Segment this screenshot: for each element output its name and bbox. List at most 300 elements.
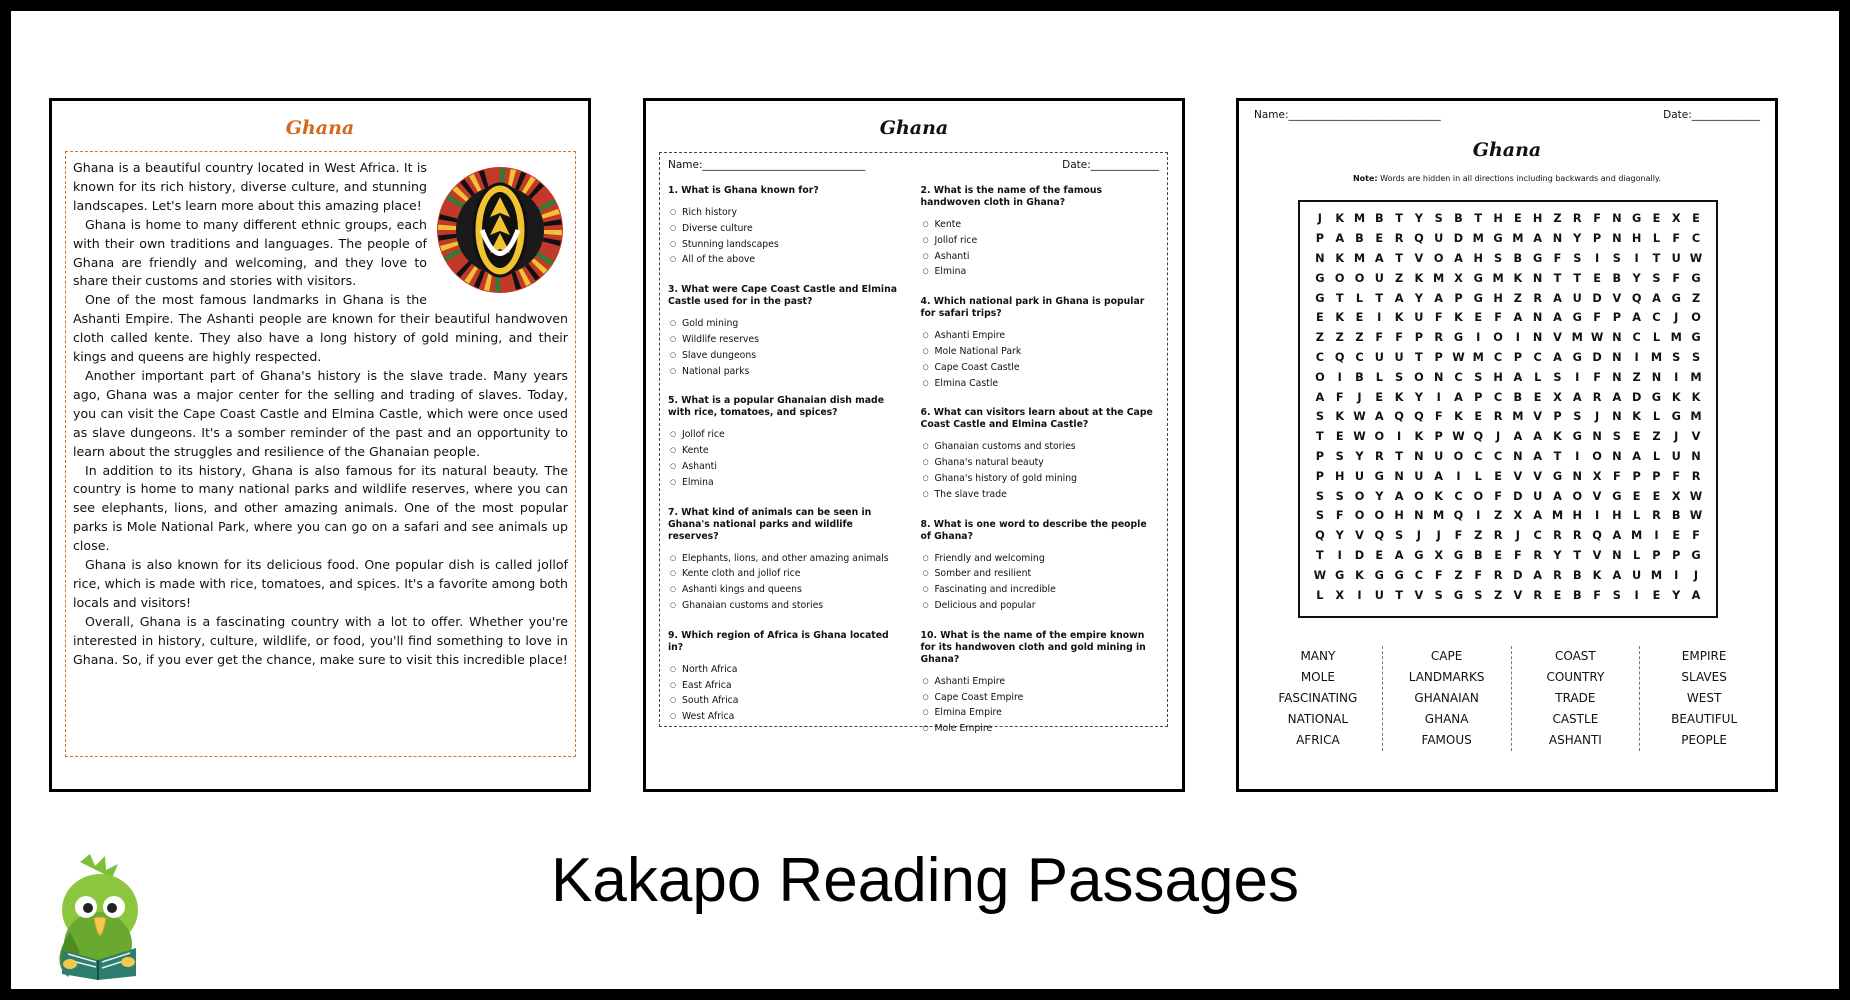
grid-letter[interactable]: I: [1634, 350, 1639, 364]
grid-letter[interactable]: C: [1315, 350, 1325, 364]
grid-letter[interactable]: I: [1337, 548, 1342, 562]
grid-letter[interactable]: S: [1494, 251, 1503, 265]
grid-letter[interactable]: V: [1691, 430, 1701, 444]
grid-letter[interactable]: X: [1671, 489, 1681, 503]
grid-letter[interactable]: L: [1652, 232, 1661, 246]
grid-letter[interactable]: T: [1652, 251, 1661, 265]
grid-letter[interactable]: N: [1612, 232, 1622, 246]
grid-letter[interactable]: D: [1592, 291, 1602, 305]
grid-letter[interactable]: Z: [1355, 331, 1364, 345]
grid-letter[interactable]: B: [1374, 212, 1384, 226]
answer-option[interactable]: ○ National parks: [670, 364, 907, 380]
grid-letter[interactable]: D: [1513, 568, 1523, 582]
grid-letter[interactable]: G: [1315, 291, 1325, 305]
grid-letter[interactable]: E: [1632, 430, 1641, 444]
grid-letter[interactable]: I: [1476, 331, 1481, 345]
grid-letter[interactable]: A: [1572, 390, 1582, 404]
grid-letter[interactable]: K: [1671, 390, 1681, 404]
grid-letter[interactable]: X: [1335, 588, 1345, 602]
grid-letter[interactable]: I: [1396, 430, 1402, 444]
grid-letter[interactable]: F: [1454, 529, 1463, 543]
grid-letter[interactable]: G: [1473, 291, 1483, 305]
grid-letter[interactable]: N: [1612, 212, 1622, 226]
grid-letter[interactable]: N: [1612, 410, 1622, 424]
grid-letter[interactable]: A: [1533, 509, 1543, 523]
answer-option[interactable]: ○ The slave trade: [923, 487, 1160, 503]
grid-letter[interactable]: E: [1514, 212, 1522, 226]
grid-letter[interactable]: A: [1394, 291, 1404, 305]
grid-letter[interactable]: T: [1395, 588, 1403, 602]
grid-letter[interactable]: U: [1394, 350, 1404, 364]
grid-letter[interactable]: J: [1693, 568, 1699, 582]
grid-letter[interactable]: M: [1512, 410, 1524, 424]
grid-letter[interactable]: A: [1434, 469, 1444, 483]
grid-letter[interactable]: F: [1672, 469, 1681, 483]
grid-letter[interactable]: P: [1434, 430, 1443, 444]
grid-letter[interactable]: M: [1433, 271, 1445, 285]
grid-letter[interactable]: W: [1689, 489, 1703, 503]
grid-letter[interactable]: Q: [1334, 350, 1345, 364]
grid-letter[interactable]: I: [1377, 311, 1382, 325]
answer-option[interactable]: ○ Kente: [923, 217, 1160, 233]
grid-letter[interactable]: O: [1354, 271, 1365, 285]
grid-letter[interactable]: T: [1415, 350, 1423, 364]
grid-letter[interactable]: N: [1513, 449, 1523, 463]
grid-letter[interactable]: U: [1671, 449, 1681, 463]
grid-letter[interactable]: F: [1474, 568, 1483, 582]
grid-letter[interactable]: F: [1514, 548, 1522, 562]
grid-letter[interactable]: N: [1315, 251, 1325, 265]
grid-letter[interactable]: G: [1632, 212, 1642, 226]
grid-letter[interactable]: S: [1573, 410, 1582, 424]
answer-option[interactable]: ○ Cape Coast Empire: [923, 690, 1160, 706]
grid-letter[interactable]: L: [1633, 509, 1641, 523]
grid-letter[interactable]: G: [1473, 271, 1483, 285]
grid-letter[interactable]: V: [1355, 529, 1364, 543]
grid-letter[interactable]: K: [1632, 410, 1642, 424]
grid-letter[interactable]: Q: [1374, 529, 1385, 543]
grid-letter[interactable]: B: [1671, 509, 1681, 523]
grid-letter[interactable]: J: [1594, 410, 1600, 424]
grid-letter[interactable]: A: [1632, 449, 1642, 463]
grid-letter[interactable]: H: [1394, 509, 1404, 523]
grid-letter[interactable]: R: [1533, 588, 1543, 602]
grid-letter[interactable]: R: [1572, 529, 1582, 543]
grid-letter[interactable]: Z: [1315, 331, 1324, 345]
grid-letter[interactable]: F: [1553, 251, 1562, 265]
answer-option[interactable]: ○ Elmina: [670, 475, 907, 491]
grid-letter[interactable]: F: [1593, 370, 1601, 384]
grid-letter[interactable]: M: [1631, 529, 1643, 543]
grid-letter[interactable]: A: [1533, 449, 1543, 463]
grid-letter[interactable]: C: [1632, 331, 1641, 345]
grid-letter[interactable]: U: [1354, 469, 1365, 483]
grid-letter[interactable]: G: [1315, 271, 1325, 285]
grid-letter[interactable]: B: [1572, 588, 1582, 602]
grid-letter[interactable]: P: [1553, 410, 1562, 424]
grid-letter[interactable]: Y: [1414, 390, 1423, 404]
answer-option[interactable]: ○ Wildlife reserves: [670, 332, 907, 348]
grid-letter[interactable]: P: [1592, 232, 1602, 246]
grid-letter[interactable]: I: [1436, 390, 1441, 404]
answer-option[interactable]: ○ Elmina Castle: [923, 376, 1160, 392]
grid-letter[interactable]: O: [1592, 449, 1602, 463]
grid-letter[interactable]: U: [1414, 311, 1424, 325]
grid-letter[interactable]: H: [1473, 251, 1483, 265]
grid-letter[interactable]: V: [1414, 251, 1424, 265]
grid-letter[interactable]: V: [1414, 588, 1424, 602]
grid-letter[interactable]: I: [1337, 370, 1342, 384]
grid-letter[interactable]: K: [1394, 311, 1404, 325]
grid-letter[interactable]: C: [1652, 311, 1661, 325]
grid-letter[interactable]: Z: [1632, 370, 1641, 384]
grid-letter[interactable]: H: [1493, 291, 1503, 305]
grid-letter[interactable]: N: [1414, 449, 1424, 463]
grid-letter[interactable]: Z: [1691, 291, 1701, 305]
grid-letter[interactable]: A: [1553, 291, 1562, 305]
answer-option[interactable]: ○ Gold mining: [670, 316, 907, 332]
grid-letter[interactable]: U: [1434, 232, 1444, 246]
grid-letter[interactable]: Y: [1672, 588, 1681, 602]
grid-letter[interactable]: C: [1474, 449, 1483, 463]
grid-letter[interactable]: N: [1592, 430, 1602, 444]
grid-letter[interactable]: F: [1434, 311, 1443, 325]
grid-letter[interactable]: R: [1553, 568, 1562, 582]
grid-letter[interactable]: J: [1357, 390, 1362, 404]
grid-letter[interactable]: I: [1674, 370, 1679, 384]
grid-letter[interactable]: K: [1335, 410, 1345, 424]
answer-option[interactable]: ○ Fascinating and incredible: [923, 582, 1160, 598]
grid-letter[interactable]: H: [1334, 469, 1345, 483]
grid-letter[interactable]: A: [1513, 311, 1523, 325]
grid-letter[interactable]: O: [1414, 370, 1424, 384]
grid-letter[interactable]: A: [1513, 370, 1523, 384]
grid-letter[interactable]: E: [1593, 271, 1601, 285]
grid-letter[interactable]: N: [1532, 331, 1543, 345]
grid-letter[interactable]: V: [1592, 548, 1602, 562]
grid-letter[interactable]: B: [1612, 271, 1622, 285]
grid-letter[interactable]: S: [1474, 370, 1483, 384]
grid-letter[interactable]: S: [1395, 370, 1404, 384]
grid-letter[interactable]: R: [1533, 548, 1543, 562]
grid-letter[interactable]: J: [1416, 529, 1421, 543]
grid-letter[interactable]: P: [1672, 548, 1681, 562]
grid-letter[interactable]: F: [1612, 469, 1621, 483]
grid-letter[interactable]: T: [1316, 548, 1324, 562]
grid-letter[interactable]: S: [1315, 509, 1324, 523]
grid-letter[interactable]: I: [1476, 509, 1481, 523]
answer-option[interactable]: ○ Elmina: [923, 264, 1160, 280]
grid-letter[interactable]: V: [1553, 331, 1562, 345]
grid-letter[interactable]: J: [1495, 430, 1501, 444]
grid-letter[interactable]: A: [1454, 251, 1463, 265]
grid-letter[interactable]: R: [1374, 449, 1384, 463]
grid-letter[interactable]: A: [1612, 390, 1622, 404]
grid-letter[interactable]: H: [1493, 212, 1503, 226]
grid-letter[interactable]: N: [1612, 350, 1622, 364]
grid-letter[interactable]: G: [1453, 331, 1464, 345]
grid-letter[interactable]: Z: [1652, 430, 1661, 444]
grid-letter[interactable]: C: [1493, 350, 1503, 364]
grid-letter[interactable]: E: [1375, 232, 1384, 246]
grid-letter[interactable]: C: [1454, 370, 1463, 384]
grid-letter[interactable]: Y: [1632, 271, 1641, 285]
grid-letter[interactable]: N: [1532, 271, 1543, 285]
grid-letter[interactable]: V: [1513, 588, 1523, 602]
grid-letter[interactable]: C: [1493, 390, 1503, 404]
grid-letter[interactable]: O: [1374, 509, 1385, 523]
grid-letter[interactable]: N: [1552, 232, 1563, 246]
grid-letter[interactable]: M: [1492, 271, 1504, 285]
grid-letter[interactable]: J: [1515, 529, 1520, 543]
grid-letter[interactable]: V: [1533, 469, 1543, 483]
answer-option[interactable]: ○ Rich history: [670, 205, 907, 221]
grid-letter[interactable]: K: [1335, 212, 1345, 226]
grid-letter[interactable]: E: [1375, 548, 1384, 562]
grid-letter[interactable]: A: [1394, 548, 1404, 562]
grid-letter[interactable]: T: [1553, 449, 1562, 463]
grid-letter[interactable]: S: [1652, 271, 1661, 285]
grid-letter[interactable]: N: [1414, 509, 1424, 523]
grid-letter[interactable]: A: [1533, 232, 1543, 246]
grid-letter[interactable]: P: [1513, 350, 1522, 364]
grid-letter[interactable]: X: [1553, 390, 1562, 404]
grid-letter[interactable]: I: [1575, 449, 1580, 463]
grid-letter[interactable]: L: [1652, 449, 1661, 463]
grid-letter[interactable]: M: [1690, 370, 1702, 384]
grid-letter[interactable]: J: [1674, 430, 1679, 444]
grid-letter[interactable]: M: [1571, 331, 1583, 345]
answer-option[interactable]: ○ Jollof rice: [670, 427, 907, 443]
grid-letter[interactable]: Z: [1493, 509, 1503, 523]
grid-letter[interactable]: S: [1474, 588, 1483, 602]
grid-letter[interactable]: E: [1494, 469, 1502, 483]
grid-letter[interactable]: O: [1315, 370, 1325, 384]
grid-letter[interactable]: H: [1631, 232, 1642, 246]
grid-letter[interactable]: T: [1316, 430, 1324, 444]
grid-letter[interactable]: S: [1612, 251, 1621, 265]
grid-letter[interactable]: S: [1434, 212, 1443, 226]
grid-letter[interactable]: V: [1513, 469, 1523, 483]
grid-letter[interactable]: M: [1353, 212, 1366, 226]
grid-letter[interactable]: C: [1355, 350, 1364, 364]
grid-letter[interactable]: N: [1691, 449, 1701, 463]
grid-letter[interactable]: M: [1650, 568, 1663, 582]
grid-letter[interactable]: D: [1592, 350, 1602, 364]
grid-letter[interactable]: H: [1493, 370, 1503, 384]
grid-letter[interactable]: A: [1652, 291, 1661, 305]
grid-letter[interactable]: A: [1315, 390, 1325, 404]
grid-letter[interactable]: G: [1552, 469, 1563, 483]
grid-letter[interactable]: V: [1592, 489, 1602, 503]
grid-letter[interactable]: S: [1395, 529, 1404, 543]
grid-letter[interactable]: Z: [1335, 331, 1344, 345]
grid-letter[interactable]: Y: [1414, 212, 1423, 226]
grid-letter[interactable]: N: [1612, 449, 1622, 463]
grid-letter[interactable]: R: [1394, 232, 1404, 246]
answer-option[interactable]: ○ South Africa: [670, 693, 907, 709]
grid-letter[interactable]: G: [1453, 588, 1464, 602]
grid-letter[interactable]: N: [1612, 331, 1622, 345]
grid-letter[interactable]: G: [1671, 291, 1681, 305]
grid-letter[interactable]: A: [1434, 291, 1444, 305]
grid-letter[interactable]: S: [1612, 588, 1621, 602]
grid-letter[interactable]: E: [1652, 489, 1661, 503]
grid-letter[interactable]: M: [1472, 232, 1484, 246]
answer-option[interactable]: ○ Ashanti Empire: [923, 674, 1160, 690]
grid-letter[interactable]: Y: [1375, 489, 1384, 503]
grid-letter[interactable]: T: [1335, 291, 1344, 305]
grid-letter[interactable]: H: [1532, 212, 1543, 226]
grid-letter[interactable]: A: [1374, 410, 1384, 424]
grid-letter[interactable]: U: [1533, 489, 1543, 503]
grid-letter[interactable]: T: [1395, 251, 1403, 265]
grid-letter[interactable]: Q: [1631, 291, 1642, 305]
grid-letter[interactable]: B: [1572, 568, 1582, 582]
grid-letter[interactable]: D: [1453, 232, 1464, 246]
grid-letter[interactable]: D: [1631, 390, 1642, 404]
grid-letter[interactable]: P: [1315, 469, 1325, 483]
grid-letter[interactable]: C: [1493, 449, 1503, 463]
grid-letter[interactable]: W: [1452, 430, 1465, 444]
answer-option[interactable]: ○ Somber and resilient: [923, 566, 1160, 582]
answer-option[interactable]: ○ Stunning landscapes: [670, 237, 907, 253]
answer-option[interactable]: ○ West Africa: [670, 709, 907, 725]
grid-letter[interactable]: Z: [1394, 271, 1404, 285]
grid-letter[interactable]: M: [1551, 509, 1564, 523]
answer-option[interactable]: ○ Ashanti Empire: [923, 328, 1160, 344]
grid-letter[interactable]: R: [1691, 469, 1701, 483]
grid-letter[interactable]: O: [1433, 251, 1444, 265]
grid-letter[interactable]: K: [1335, 311, 1345, 325]
grid-letter[interactable]: K: [1592, 568, 1602, 582]
answer-option[interactable]: ○ Ghana's history of gold mining: [923, 471, 1160, 487]
grid-letter[interactable]: V: [1533, 410, 1543, 424]
answer-option[interactable]: ○ Ghana's natural beauty: [923, 455, 1160, 471]
answer-option[interactable]: ○ Delicious and popular: [923, 598, 1160, 614]
grid-letter[interactable]: T: [1474, 212, 1483, 226]
answer-option[interactable]: ○ Ashanti kings and queens: [670, 582, 907, 598]
answer-option[interactable]: ○ All of the above: [670, 252, 907, 268]
answer-option[interactable]: ○ Friendly and welcoming: [923, 551, 1160, 567]
grid-letter[interactable]: G: [1493, 232, 1503, 246]
grid-letter[interactable]: I: [1674, 568, 1679, 582]
grid-letter[interactable]: R: [1553, 529, 1562, 543]
grid-letter[interactable]: O: [1572, 489, 1583, 503]
grid-letter[interactable]: K: [1691, 390, 1701, 404]
grid-letter[interactable]: Q: [1414, 410, 1424, 424]
grid-letter[interactable]: X: [1434, 548, 1444, 562]
grid-letter[interactable]: T: [1553, 271, 1562, 285]
grid-letter[interactable]: W: [1689, 251, 1703, 265]
answer-option[interactable]: ○ Ghanaian customs and stories: [670, 598, 907, 614]
grid-letter[interactable]: F: [1494, 311, 1502, 325]
grid-letter[interactable]: F: [1692, 529, 1700, 543]
grid-letter[interactable]: E: [1533, 390, 1542, 404]
grid-letter[interactable]: E: [1375, 390, 1384, 404]
grid-letter[interactable]: Q: [1592, 529, 1602, 543]
grid-letter[interactable]: N: [1651, 370, 1662, 384]
grid-letter[interactable]: F: [1434, 568, 1443, 582]
grid-letter[interactable]: B: [1355, 370, 1364, 384]
grid-letter[interactable]: I: [1594, 509, 1600, 523]
grid-letter[interactable]: O: [1414, 489, 1424, 503]
grid-letter[interactable]: U: [1374, 350, 1384, 364]
grid-letter[interactable]: P: [1652, 548, 1661, 562]
grid-letter[interactable]: Z: [1493, 588, 1503, 602]
grid-letter[interactable]: E: [1335, 430, 1344, 444]
grid-letter[interactable]: N: [1612, 370, 1622, 384]
grid-letter[interactable]: L: [1534, 370, 1542, 384]
grid-letter[interactable]: Z: [1553, 212, 1562, 226]
grid-letter[interactable]: O: [1691, 311, 1701, 325]
grid-letter[interactable]: G: [1394, 568, 1404, 582]
grid-letter[interactable]: U: [1434, 449, 1444, 463]
grid-letter[interactable]: G: [1453, 548, 1464, 562]
grid-letter[interactable]: O: [1374, 430, 1385, 444]
grid-letter[interactable]: N: [1572, 469, 1582, 483]
grid-letter[interactable]: J: [1317, 212, 1322, 226]
grid-letter[interactable]: Q: [1473, 430, 1484, 444]
grid-letter[interactable]: C: [1691, 232, 1701, 246]
grid-letter[interactable]: R: [1493, 410, 1503, 424]
grid-letter[interactable]: P: [1454, 291, 1463, 305]
grid-letter[interactable]: A: [1612, 568, 1622, 582]
grid-letter[interactable]: W: [1452, 350, 1465, 364]
grid-letter[interactable]: X: [1592, 469, 1602, 483]
grid-letter[interactable]: K: [1355, 568, 1364, 582]
grid-letter[interactable]: P: [1434, 350, 1443, 364]
grid-letter[interactable]: I: [1575, 370, 1580, 384]
grid-letter[interactable]: M: [1512, 232, 1524, 246]
grid-letter[interactable]: P: [1414, 331, 1424, 345]
grid-letter[interactable]: W: [1689, 509, 1703, 523]
grid-letter[interactable]: B: [1513, 251, 1523, 265]
answer-option[interactable]: ○ East Africa: [670, 678, 907, 694]
grid-letter[interactable]: F: [1335, 390, 1344, 404]
grid-letter[interactable]: F: [1335, 509, 1344, 523]
grid-letter[interactable]: X: [1671, 212, 1681, 226]
grid-letter[interactable]: H: [1612, 509, 1622, 523]
grid-letter[interactable]: X: [1454, 271, 1463, 285]
grid-letter[interactable]: F: [1593, 588, 1601, 602]
grid-letter[interactable]: G: [1374, 568, 1384, 582]
grid-letter[interactable]: F: [1593, 311, 1601, 325]
grid-letter[interactable]: I: [1634, 251, 1639, 265]
grid-letter[interactable]: B: [1473, 548, 1483, 562]
grid-letter[interactable]: K: [1414, 271, 1424, 285]
grid-letter[interactable]: K: [1553, 430, 1562, 444]
grid-letter[interactable]: A: [1374, 251, 1384, 265]
grid-letter[interactable]: I: [1594, 251, 1600, 265]
grid-letter[interactable]: X: [1513, 509, 1523, 523]
grid-letter[interactable]: Y: [1573, 232, 1582, 246]
grid-letter[interactable]: E: [1672, 529, 1681, 543]
grid-letter[interactable]: I: [1456, 469, 1461, 483]
grid-letter[interactable]: P: [1474, 390, 1483, 404]
grid-letter[interactable]: A: [1612, 529, 1622, 543]
grid-letter[interactable]: M: [1650, 350, 1663, 364]
grid-letter[interactable]: S: [1315, 489, 1324, 503]
grid-letter[interactable]: F: [1494, 489, 1502, 503]
grid-letter[interactable]: Y: [1335, 529, 1344, 543]
grid-letter[interactable]: K: [1513, 271, 1523, 285]
grid-letter[interactable]: T: [1375, 291, 1384, 305]
grid-letter[interactable]: I: [1634, 588, 1639, 602]
grid-letter[interactable]: D: [1513, 489, 1523, 503]
grid-letter[interactable]: L: [1652, 331, 1661, 345]
grid-letter[interactable]: O: [1354, 509, 1365, 523]
